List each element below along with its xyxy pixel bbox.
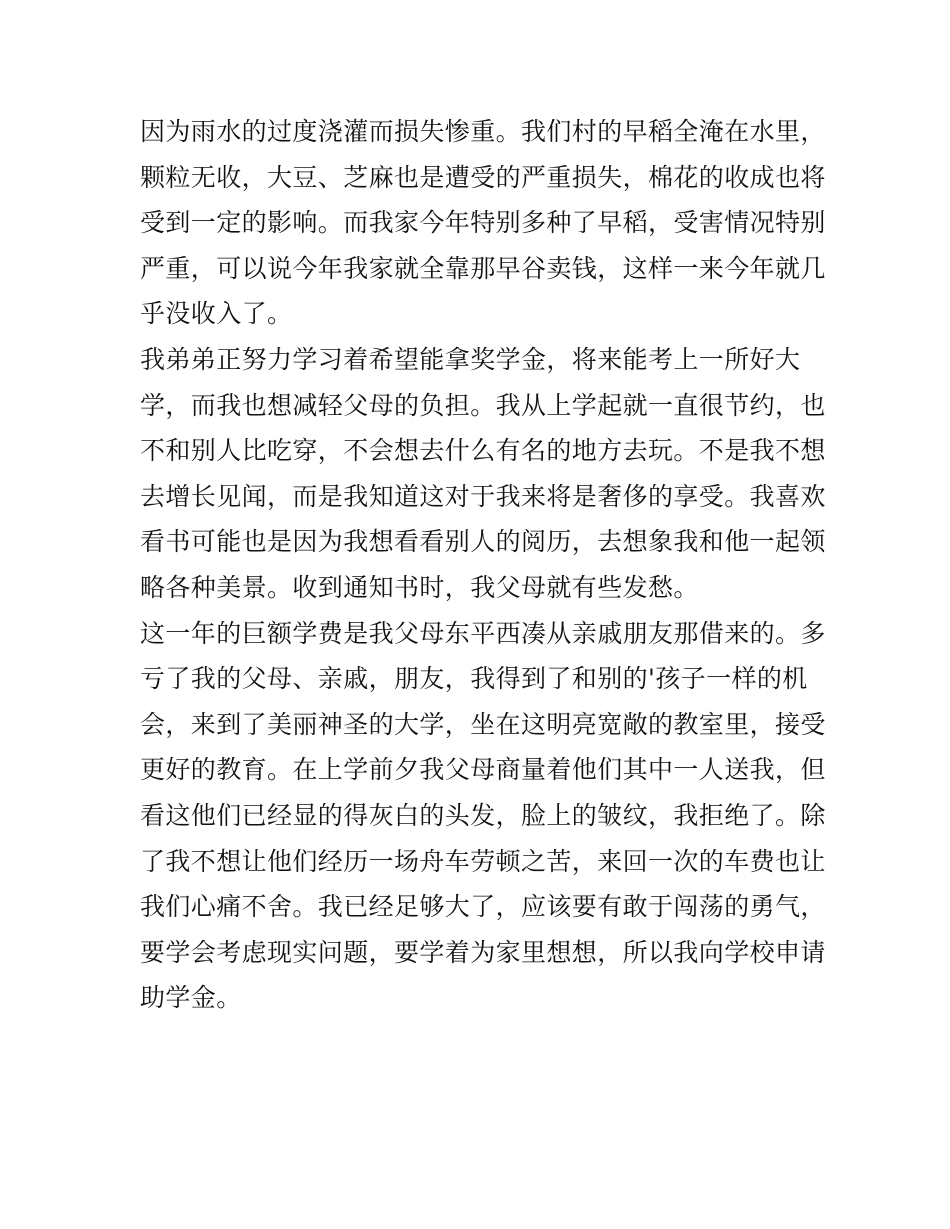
text-line: 了我不想让他们经历一场舟车劳顿之苦，来回一次的车费也让 [140, 846, 826, 876]
text-line: 亏了我的父母、亲戚，朋友，我得到了和别的'孩子一样的机 [140, 664, 808, 694]
text-line: 更好的教育。在上学前夕我父母商量着他们其中一人送我，但 [140, 755, 826, 785]
paragraph-2 [140, 337, 830, 611]
paragraph-1 [140, 109, 830, 337]
document-body [140, 109, 830, 1021]
text-line: 看这他们已经显的得灰白的头发，脸上的皱纹，我拒绝了。除 [140, 800, 826, 830]
text-line: 严重，可以说今年我家就全靠那早谷卖钱，这样一来今年就几 [140, 253, 826, 283]
text-line: 不和别人比吃穿，不会想去什么有名的地方去玩。不是我不想 [140, 436, 826, 466]
text-line: 我弟弟正努力学习着希望能拿奖学金，将来能考上一所好大 [140, 344, 801, 374]
text-line: 乎没收入了。 [140, 299, 293, 329]
text-line: 助学金。 [140, 983, 242, 1013]
text-line: 我们心痛不舍。我已经足够大了，应该要有敢于闯荡的勇气， [140, 892, 826, 922]
paragraph-3 [140, 611, 830, 1021]
text-line: 略各种美景。收到通知书时，我父母就有些发愁。 [140, 572, 699, 602]
text-line: 看书可能也是因为我想看看别人的阅历，去想象我和他一起领 [140, 527, 826, 557]
text-line: 会，来到了美丽神圣的大学，坐在这明亮宽敞的教室里，接受 [140, 709, 826, 739]
text-line: 这一年的巨额学费是我父母东平西凑从亲戚朋友那借来的。多 [140, 618, 826, 648]
text-line: 学，而我也想减轻父母的负担。我从上学起就一直很节约，也 [140, 390, 826, 420]
text-line: 因为雨水的过度浇灌而损失惨重。我们村的早稻全淹在水里， [140, 117, 826, 146]
text-line: 颗粒无收，大豆、芝麻也是遭受的严重损失，棉花的收成也将 [140, 162, 826, 192]
text-line: 去增长见闻，而是我知道这对于我来将是奢侈的享受。我喜欢 [140, 481, 826, 511]
text-line: 要学会考虑现实问题，要学着为家里想想，所以我向学校申请 [140, 937, 826, 967]
text-line: 受到一定的影响。而我家今年特别多种了早稻，受害情况特别 [140, 208, 826, 238]
